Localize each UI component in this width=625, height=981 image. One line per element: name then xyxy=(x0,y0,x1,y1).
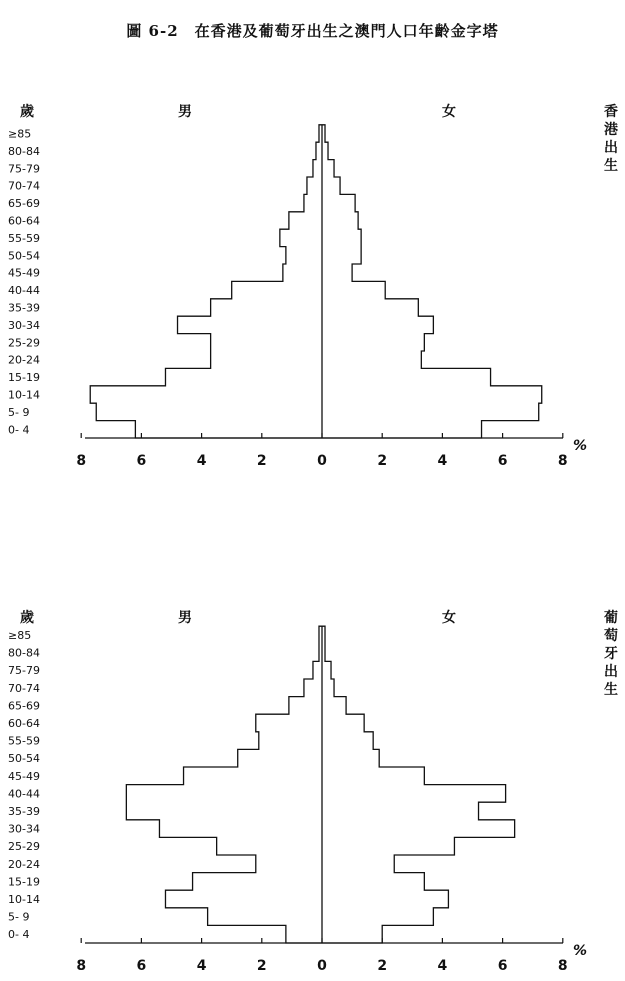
age-group-label: 25-29 xyxy=(8,840,40,854)
x-tick-label: 4 xyxy=(437,453,448,469)
birthplace-label-char: 牙 xyxy=(604,646,618,662)
age-group-label: 40-44 xyxy=(8,284,40,298)
x-tick-label: 8 xyxy=(76,453,87,469)
birthplace-label-char: 生 xyxy=(604,682,618,698)
age-group-label: 0- 4 xyxy=(8,928,30,942)
age-group-label: 70-74 xyxy=(8,179,40,193)
female-series-outline xyxy=(322,626,515,943)
age-group-label: 5- 9 xyxy=(8,405,30,419)
female-series-outline xyxy=(322,125,542,438)
age-group-label: ≥85 xyxy=(8,127,32,141)
age-group-label: 75-79 xyxy=(8,162,40,176)
age-group-label: 30-34 xyxy=(8,822,40,836)
male-label: 男 xyxy=(178,610,192,626)
age-group-label: 75-79 xyxy=(8,664,40,678)
x-tick-label: 6 xyxy=(497,453,508,469)
birthplace-label-char: 港 xyxy=(604,122,618,138)
age-group-label: 10-14 xyxy=(8,893,40,906)
age-group-label: 60-64 xyxy=(8,214,40,228)
age-group-label: 20-24 xyxy=(8,353,40,367)
x-tick-label: 2 xyxy=(377,453,388,469)
age-group-label: 40-44 xyxy=(8,787,40,801)
x-tick-label: 8 xyxy=(76,958,87,974)
age-group-label: 60-64 xyxy=(8,717,40,730)
age-group-label: 80-84 xyxy=(8,646,40,660)
age-group-label: 80-84 xyxy=(8,144,40,158)
age-group-label: 70-74 xyxy=(8,681,40,695)
age-group-label: 50-54 xyxy=(8,249,40,263)
x-tick-label: 2 xyxy=(256,453,267,469)
age-group-label: 5- 9 xyxy=(8,910,30,924)
age-group-label: 35-39 xyxy=(8,301,40,315)
birthplace-label-char: 萄 xyxy=(604,628,618,644)
x-tick-label: 6 xyxy=(136,453,147,469)
birthplace-label-char: 葡 xyxy=(604,610,618,626)
x-tick-label: 0 xyxy=(317,453,327,469)
age-axis-label: 歲 xyxy=(20,104,34,120)
x-tick-label: 2 xyxy=(256,958,267,974)
unit-label: % xyxy=(573,943,588,959)
age-group-label: 45-49 xyxy=(8,769,40,783)
x-tick-label: 6 xyxy=(497,958,508,974)
age-group-label: 55-59 xyxy=(8,734,40,748)
age-group-label: 15-19 xyxy=(8,371,40,385)
x-tick-label: 8 xyxy=(557,453,568,469)
x-tick-label: 4 xyxy=(196,958,207,974)
age-group-label: ≥85 xyxy=(8,629,32,642)
age-group-label: 35-39 xyxy=(8,805,40,818)
male-series-outline xyxy=(90,125,322,438)
age-group-label: 10-14 xyxy=(8,388,40,402)
age-group-label: 65-69 xyxy=(8,699,40,713)
age-group-label: 25-29 xyxy=(8,336,40,350)
birthplace-label-char: 出 xyxy=(604,140,618,156)
x-tick-label: 6 xyxy=(136,958,147,974)
age-axis-label: 歲 xyxy=(20,610,34,626)
age-group-label: 50-54 xyxy=(8,752,40,766)
x-tick-label: 8 xyxy=(557,958,568,974)
birthplace-label-char: 生 xyxy=(604,158,618,174)
age-group-label: 30-34 xyxy=(8,318,40,332)
age-group-label: 45-49 xyxy=(8,266,40,280)
male-series-outline xyxy=(126,626,322,943)
figure-title: 圖 6-2 在香港及葡萄牙出生之澳門人口年齡金字塔 xyxy=(126,22,499,40)
female-label: 女 xyxy=(442,610,456,626)
x-tick-label: 4 xyxy=(196,453,207,469)
age-group-label: 55-59 xyxy=(8,231,40,245)
x-tick-label: 2 xyxy=(377,958,388,974)
unit-label: % xyxy=(573,438,588,454)
age-group-label: 65-69 xyxy=(8,197,40,211)
x-tick-label: 0 xyxy=(317,958,327,974)
age-group-label: 20-24 xyxy=(8,857,40,871)
age-group-label: 15-19 xyxy=(8,875,40,889)
x-tick-label: 4 xyxy=(437,958,448,974)
birthplace-label-char: 出 xyxy=(604,664,618,680)
female-label: 女 xyxy=(442,104,456,120)
birthplace-label-char: 香 xyxy=(604,104,618,120)
male-label: 男 xyxy=(178,104,192,120)
age-group-label: 0- 4 xyxy=(8,423,30,437)
